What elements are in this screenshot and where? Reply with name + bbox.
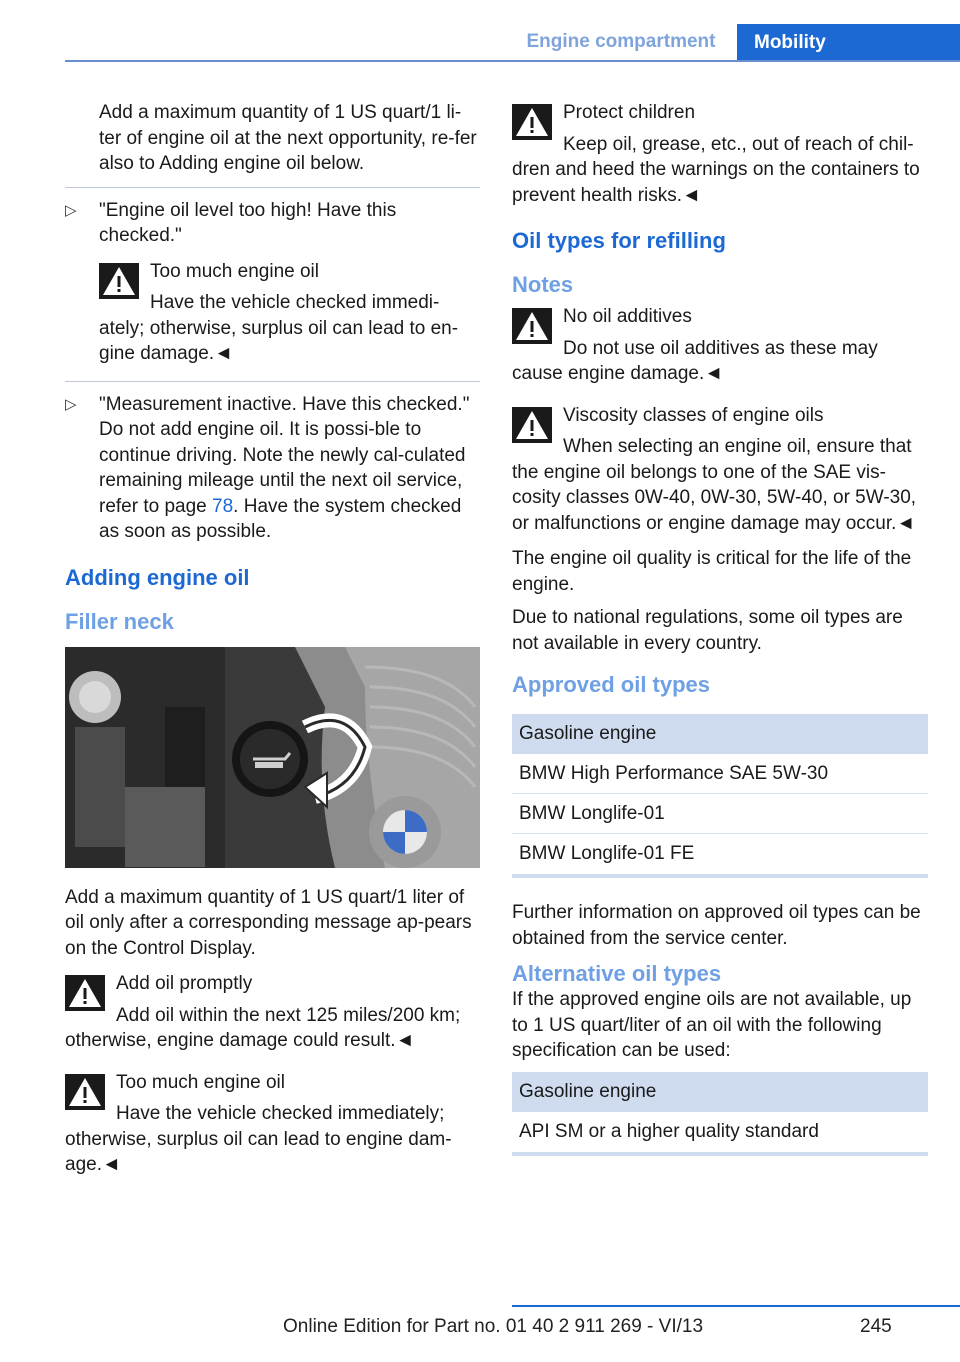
divider (65, 187, 480, 188)
warning-box (65, 1070, 480, 1178)
warning-triangle-icon (512, 308, 552, 344)
warning-text: Have the vehicle checked immediately; otherwise, surplus oil can lead to engine dam-age.◄ (65, 1103, 452, 1175)
section-heading: Oil types for refilling (512, 228, 726, 253)
body-paragraph: Due to national regulations, some oil types are not available in every country. (512, 607, 903, 654)
page-reference-link[interactable]: 78 (212, 495, 234, 517)
warning-title: Viscosity classes of engine oils (563, 404, 824, 426)
approved-oil-table (512, 714, 928, 878)
body-paragraph: The engine oil quality is critical for the life of the engine. (512, 548, 912, 595)
body-paragraph: If the approved engine oils are not available, up to 1 US quart/liter of an oil with the following specification can be used: (512, 989, 912, 1061)
table-row: BMW High Performance SAE 5W-30 (512, 754, 928, 794)
warning-title: Too much engine oil (150, 260, 319, 282)
warning-triangle-icon (512, 407, 552, 443)
warning-box (512, 100, 928, 208)
bullet-text-post: . Have the system checked as soon as possible. (99, 495, 462, 542)
intro-paragraph: Add a maximum quantity of 1 US quart/1 li-ter of engine oil at the next opportunity, re-fer also to Adding engine oil below. (99, 102, 477, 174)
warning-text: Have the vehicle checked immedi-ately; otherwise, surplus oil can lead to en-gine damage.◄ (99, 292, 459, 364)
table-header: Gasoline engine (512, 714, 928, 754)
header-rule (65, 60, 960, 62)
bullet-item (65, 392, 480, 545)
warning-title: No oil additives (563, 306, 692, 327)
footer-edition: Online Edition for Part no. 01 40 2 911 269 - VI/13 (283, 1316, 704, 1337)
table-row: BMW Longlife-01 (512, 794, 928, 834)
bullet-triangle-icon: ▷ (65, 201, 77, 219)
header-section-title: Engine compartment (526, 31, 716, 52)
warning-triangle-icon (65, 975, 105, 1011)
warning-title: Add oil promptly (116, 973, 253, 994)
bullet-triangle-icon: ▷ (65, 395, 77, 413)
section-heading: Adding engine oil (65, 564, 250, 590)
subsection-heading: Filler neck (65, 608, 174, 634)
bullet-item (65, 198, 480, 249)
warning-text: Keep oil, grease, etc., out of reach of chil-dren and heed the warnings on the containers to prevent health risks.◄ (512, 133, 920, 206)
warning-triangle-icon (512, 104, 552, 140)
footer-rule (512, 1305, 960, 1307)
warning-box (512, 403, 928, 537)
engine-filler-neck-photo (65, 647, 480, 868)
divider (65, 381, 480, 382)
table-header: Gasoline engine (512, 1072, 928, 1112)
header-chapter-tab: Mobility (737, 24, 960, 62)
table-row: API SM or a higher quality standard (519, 1120, 819, 1142)
subsection-heading: Notes (512, 272, 574, 297)
warning-title: Protect children (563, 102, 696, 123)
table-row: BMW Longlife-01 FE (519, 843, 695, 864)
page-number: 245 (860, 1316, 892, 1337)
warning-text: Add oil within the next 125 miles/200 km; otherwise, engine damage could result.◄ (65, 1004, 461, 1051)
warning-text: Do not use oil additives as these may cause engine damage.◄ (512, 337, 878, 384)
page-header (0, 24, 960, 62)
left-column (65, 100, 480, 1178)
right-column (512, 100, 928, 1156)
warning-box (99, 259, 480, 367)
bullet-text-pre: "Measurement inactive. Have this checked." Do not add engine oil. It is possi-ble to continue driving. Note the newly cal-culated remaining mileage until the next oil service, refer to page (99, 393, 470, 517)
body-paragraph: Further information on approved oil types can be obtained from the service center. (512, 902, 921, 949)
warning-triangle-icon (65, 1074, 105, 1110)
warning-box (65, 971, 480, 1054)
subsection-heading: Alternative oil types (512, 961, 722, 986)
bullet-text: "Engine oil level too high! Have this checked." (99, 199, 397, 246)
body-paragraph: Add a maximum quantity of 1 US quart/1 liter of oil only after a corresponding message ap-pears on the Control Display. (65, 886, 472, 959)
warning-text: When selecting an engine oil, ensure that the engine oil belongs to one of the SAE vis-cosity classes 0W-40, 0W-30, 5W-40, or 5W-30, or malfunctions or engine damage may occur.◄ (512, 436, 917, 534)
warning-box (512, 304, 928, 387)
warning-title: Too much engine oil (116, 1071, 285, 1093)
alternative-oil-table (512, 1072, 928, 1156)
subsection-heading: Approved oil types (512, 672, 711, 697)
warning-triangle-icon (99, 263, 139, 299)
